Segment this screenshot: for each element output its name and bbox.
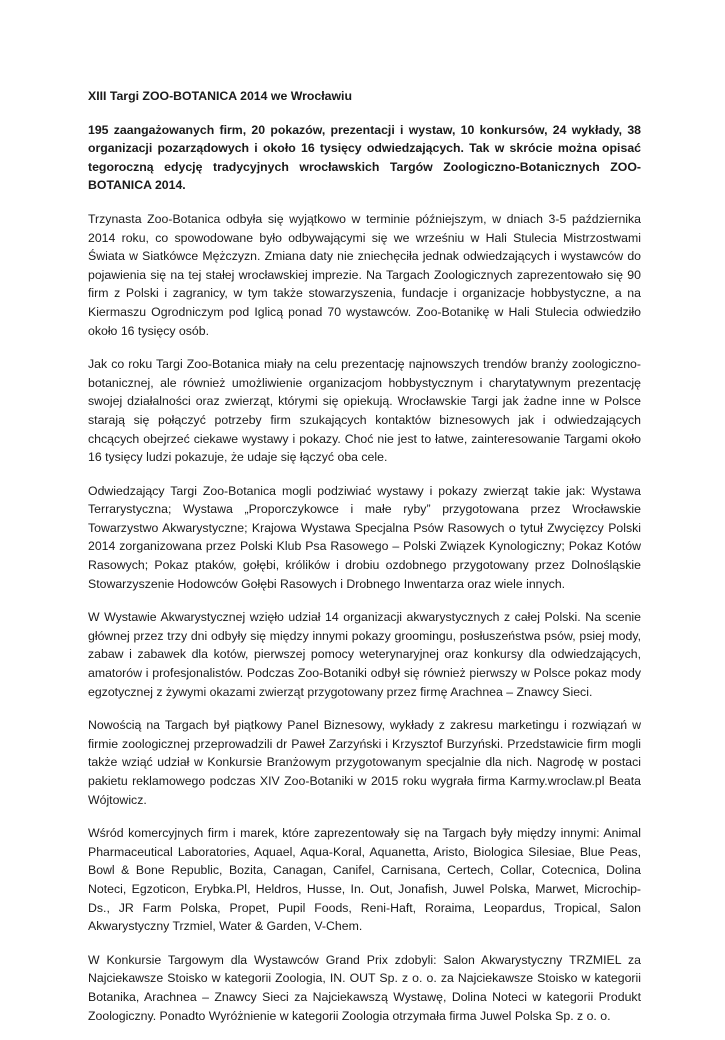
body-paragraph: Wśród komercyjnych firm i marek, które zaprezentowały się na Targach były między innymi: Animal Pharmaceutical Laboratories, Aquael, Aqua-Koral, Aquanetta, Aristo, Biologica Silesiae, Blue Peas, Bowl & Bone Republic, Bozita, Canagan, Canifel, Carnisana, Certech, Collar, Cotecnica, Dolina Noteci, Egzoticon, Erybka.Pl, Heldros, Husse, In. Out, Jonafish, Juwel Polska, Marwet, Microchip-Ds., JR Farm Polska, Propet, Pupil Foods, Reni-Haft, Roraima, Leopardus, Tropical, Salon Akwarystyczny Trzmiel, Water & Garden, V-Chem. — [88, 826, 641, 934]
body-paragraph: Nowością na Targach był piątkowy Panel Biznesowy, wykłady z zakresu marketingu i rozwiązań w firmie zoologicznej przeprowadzili dr Paweł Zarzyński i Krzysztof Burzyński. Przedstawicie firm mogli także wziąć udział w Konkursie Branżowym przygotowanym specjalnie dla nich. Nagrodę w postaci pakietu reklamowego podczas XIV Zoo-Botaniki w 2015 roku wygrała firma Karmy.wroclaw.pl Beata Wójtowicz. — [88, 718, 641, 807]
body-paragraph: Odwiedzający Targi Zoo-Botanica mogli podziwiać wystawy i pokazy zwierząt takie jak: Wystawa Terrarystyczna; Wystawa „Proporczykowce i małe ryby” przygotowana przez Wrocławskie Towarzystwo Akwarystyczne; Krajowa Wystawa Specjalna Psów Rasowych o tytuł Zwycięzcy Polski 2014 zorganizowana przez Polski Klub Psa Rasowego – Polski Związek Kynologiczny; Pokaz Kotów Rasowych; Pokaz ptaków, gołębi, królików i drobiu ozdobnego przygotowany przez Dolnośląskie Stowarzyszenie Hodowców Gołębi Rasowych i Drobnego Inwentarza oraz wiele innych. — [88, 483, 641, 591]
lead-paragraph: 195 zaangażowanych firm, 20 pokazów, prezentacji i wystaw, 10 konkursów, 24 wykłady, 38 organizacji pozarządowych i około 16 tysięcy odwiedzających. Tak w skrócie można opisać tegoroczną edycję tradycyjnych wrocławskich Targów Zoologiczno-Botanicznych ZOO-BOTANICA 2014. — [88, 122, 641, 193]
document-page — [88, 87, 641, 1040]
body-paragraph: Trzynasta Zoo-Botanica odbyła się wyjątkowo w terminie późniejszym, w dniach 3-5 października 2014 roku, co spowodowane było odbywającymi się we wrześniu w Hali Stulecia Mistrzostwami Świata w Siatkówce Mężczyzn. Zmiana daty nie zniechęciła jednak odwiedzających i wystawców do pojawienia się na tej stałej wrocławskiej imprezie. Na Targach Zoologicznych zaprezentowało się 90 firm z Polski i zagranicy, w tym także stowarzyszenia, fundacje i organizacje hobbystyczne, a na Kiermaszu Ogrodniczym pod Iglicą ponad 70 wystawców. Zoo-Botanikę w Hali Stulecia odwiedziło około 16 tysięcy osób. — [88, 211, 641, 338]
body-paragraph: W Wystawie Akwarystycznej wzięło udział 14 organizacji akwarystycznych z całej Polski. Na scenie głównej przez trzy dni odbyły się między innymi pokazy groomingu, posłuszeństwa psów, psiej mody, zabaw i zabawek dla kotów, pierwszej pomocy weterynaryjnej oraz konkursy dla odwiedzających, amatorów i profesjonalistów. Podczas Zoo-Botaniki odbył się również pierwszy w Polsce pokaz mody egzotycznej z żywymi okazami zwierząt przygotowany przez firmę Arachnea – Znawcy Sieci. — [88, 610, 641, 699]
body-paragraph: W Konkursie Targowym dla Wystawców Grand Prix zdobyli: Salon Akwarystyczny TRZMIEL za Najciekawsze Stoisko w kategorii Zoologia, IN. OUT Sp. z o. o. za Najciekawsze Stoisko w kategorii Botanika, Arachnea – Znawcy Sieci za Najciekawszą Wystawę, Dolina Noteci w kategorii Produkt Zoologiczny. Ponadto Wyróżnienie w kategorii Zoologia otrzymała firma Juwel Polska Sp. z o. o. — [88, 952, 641, 1023]
body-paragraph: Jak co roku Targi Zoo-Botanica miały na celu prezentację najnowszych trendów branży zoologiczno-botanicznej, ale również umożliwienie organizacjom hobbystycznym i charytatywnym prezentację swojej działalności oraz zwierząt, którymi się opiekują. Wrocławskie Targi jak żadne inne w Polsce starają się połączyć potrzeby firm szukających kontaktów biznesowych jak i odwiedzających chcących obejrzeć ciekawe wystawy i pokazy. Choć nie jest to łatwe, zainteresowanie Targami około 16 tysięcy ludzi pokazuje, że udaje się łączyć oba cele. — [88, 357, 641, 465]
document-title: XIII Targi ZOO-BOTANICA 2014 we Wrocławiu — [88, 89, 352, 103]
